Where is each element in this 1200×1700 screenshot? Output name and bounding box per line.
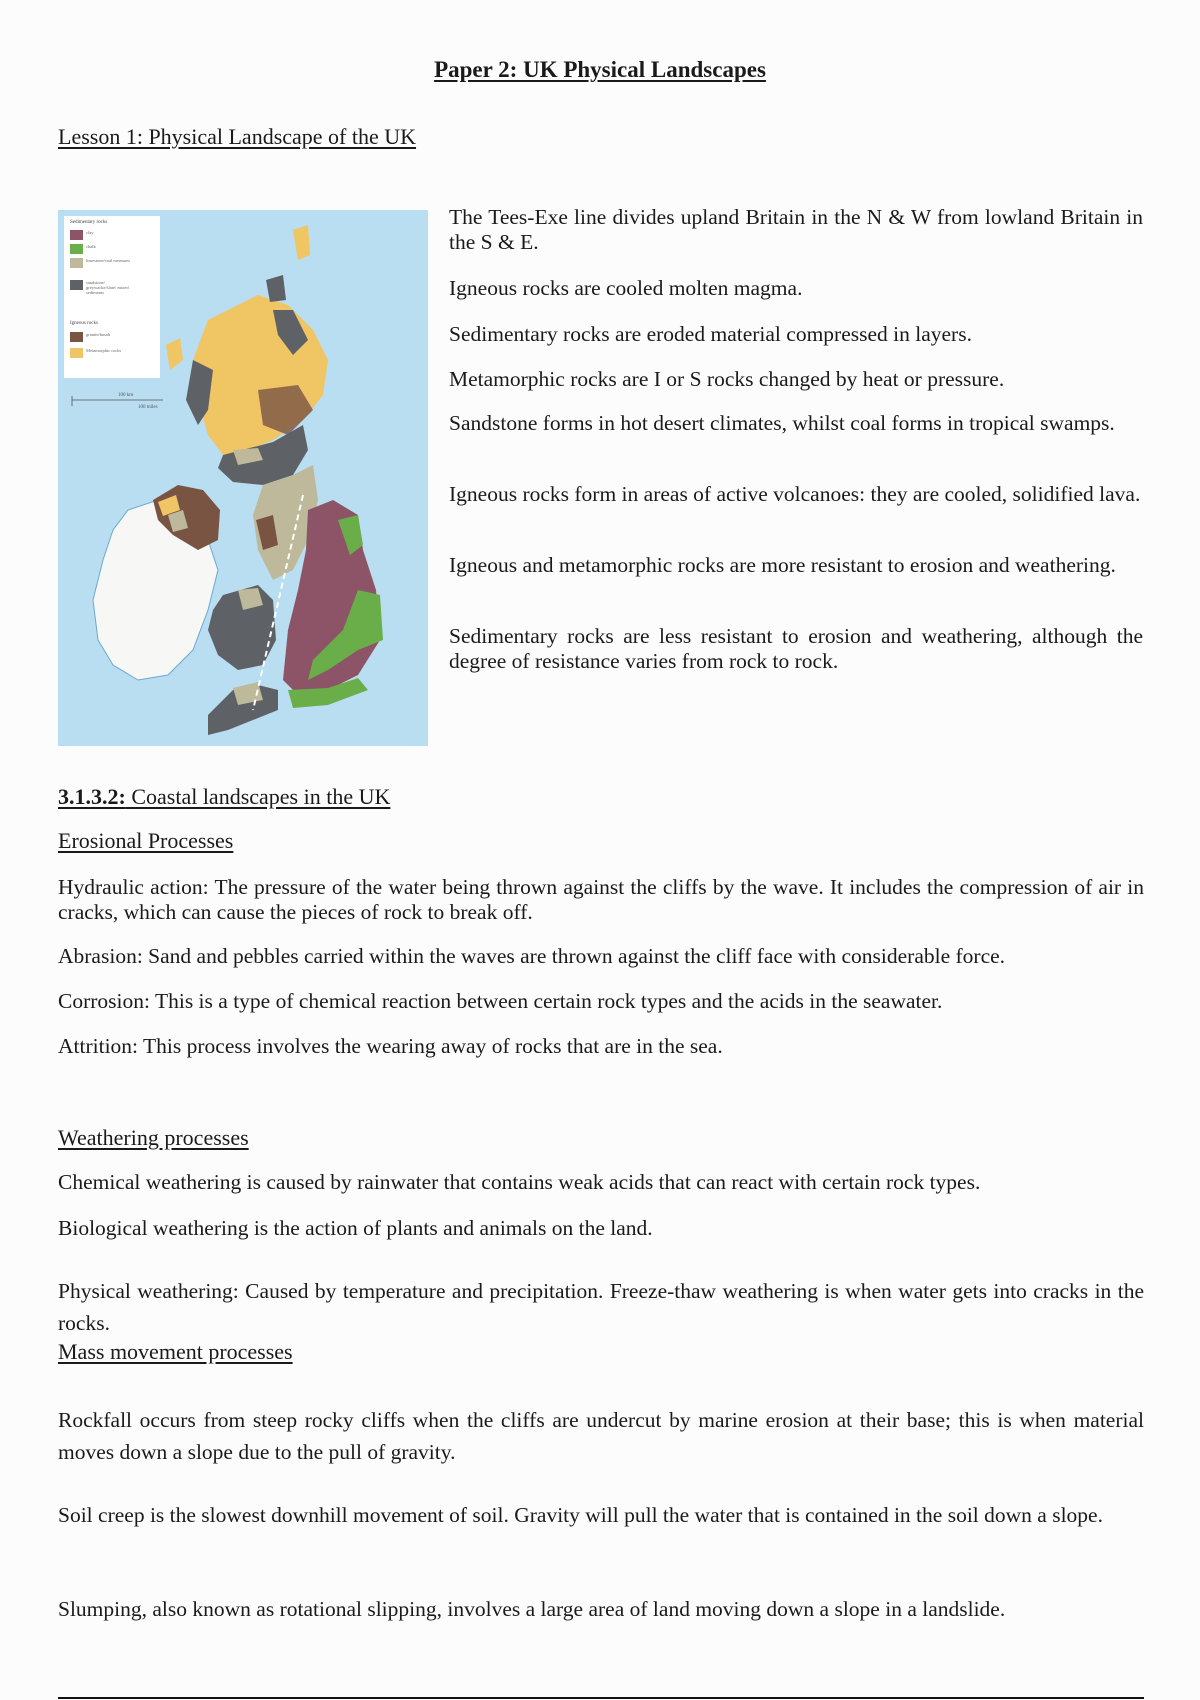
- para-igneous-volcanoes: Igneous rocks form in areas of active volcanoes: they are cooled, solidified lava.: [449, 482, 1141, 506]
- para-sandstone: Sandstone forms in hot desert climates, whilst coal forms in tropical swamps.: [449, 411, 1115, 435]
- legend-igneous-heading: Igneous rocks: [70, 321, 98, 326]
- para-metamorphic: Metamorphic rocks are I or S rocks changed by heat or pressure.: [449, 367, 1005, 391]
- erosional-heading: Erosional Processes: [58, 828, 234, 853]
- granite-swatch: [70, 332, 83, 342]
- para-resistant: Igneous and metamorphic rocks are more resistant to erosion and weathering.: [449, 553, 1116, 577]
- map-legend: [64, 216, 160, 378]
- uk-geology-map: [58, 210, 428, 746]
- scale-miles: 100 miles: [138, 405, 158, 410]
- chalk-swatch: [70, 244, 83, 254]
- para-rockfall: Rockfall occurs from steep rocky cliffs when the cliffs are undercut by marine erosion at their base; this is when material moves down a slope due to the pull of gravity.: [58, 1408, 1144, 1464]
- page-title: Paper 2: UK Physical Landscapes: [434, 57, 766, 82]
- para-less-resistant: Sedimentary rocks are less resistant to erosion and weathering, although the degree of resistance varies from rock to rock.: [449, 624, 1143, 673]
- legend-item: Metamorphic rocks: [70, 348, 121, 358]
- coastal-heading: 3.1.3.2: Coastal landscapes in the UK: [58, 784, 391, 809]
- sandstone-swatch: [70, 280, 83, 290]
- metamorphic-swatch: [70, 348, 83, 358]
- scale-km: 100 km: [118, 393, 134, 398]
- para-chemical: Chemical weathering is caused by rainwater that contains weak acids that can react with certain rock types.: [58, 1170, 981, 1194]
- legend-item: clay: [70, 230, 94, 240]
- para-igneous: Igneous rocks are cooled molten magma.: [449, 276, 803, 300]
- para-slumping: Slumping, also known as rotational slipping, involves a large area of land moving down a slope in a landslide.: [58, 1597, 1006, 1621]
- weathering-heading: Weathering processes: [58, 1125, 249, 1150]
- para-hydraulic: Hydraulic action: The pressure of the water being thrown against the cliffs by the wave. It includes the compression of air in cracks, which can cause the pieces of rock to break off.: [58, 875, 1144, 924]
- para-sedimentary: Sedimentary rocks are eroded material compressed in layers.: [449, 322, 972, 346]
- bottom-rule: [58, 1697, 1144, 1699]
- limestone-swatch: [70, 258, 83, 268]
- mass-movement-heading: Mass movement processes: [58, 1339, 293, 1364]
- legend-item: sandstone/ greywacke/slate/ mixed sediments: [70, 280, 134, 295]
- legend-sedimentary-heading: Sedimentary rocks: [70, 220, 108, 225]
- para-abrasion: Abrasion: Sand and pebbles carried within the waves are thrown against the cliff face with considerable force.: [58, 944, 1006, 968]
- para-corrosion: Corrosion: This is a type of chemical reaction between certain rock types and the acids in the seawater.: [58, 989, 943, 1013]
- para-biological: Biological weathering is the action of plants and animals on the land.: [58, 1216, 653, 1240]
- para-tees-exe: The Tees-Exe line divides upland Britain in the N & W from lowland Britain in the S & E.: [449, 205, 1143, 254]
- legend-item: limestone/coal measures: [70, 258, 131, 268]
- legend-item: chalk: [70, 244, 96, 254]
- para-physical: Physical weathering: Caused by temperature and precipitation. Freeze-thaw weathering is when water gets into cracks in the rocks.: [58, 1279, 1144, 1335]
- para-attrition: Attrition: This process involves the wearing away of rocks that are in the sea.: [58, 1034, 723, 1058]
- lesson-heading: Lesson 1: Physical Landscape of the UK: [58, 124, 417, 149]
- clay-swatch: [70, 230, 83, 240]
- legend-item: granite/basalt: [70, 332, 110, 342]
- para-soil-creep: Soil creep is the slowest downhill movement of soil. Gravity will pull the water that is contained in the soil down a slope.: [58, 1503, 1103, 1527]
